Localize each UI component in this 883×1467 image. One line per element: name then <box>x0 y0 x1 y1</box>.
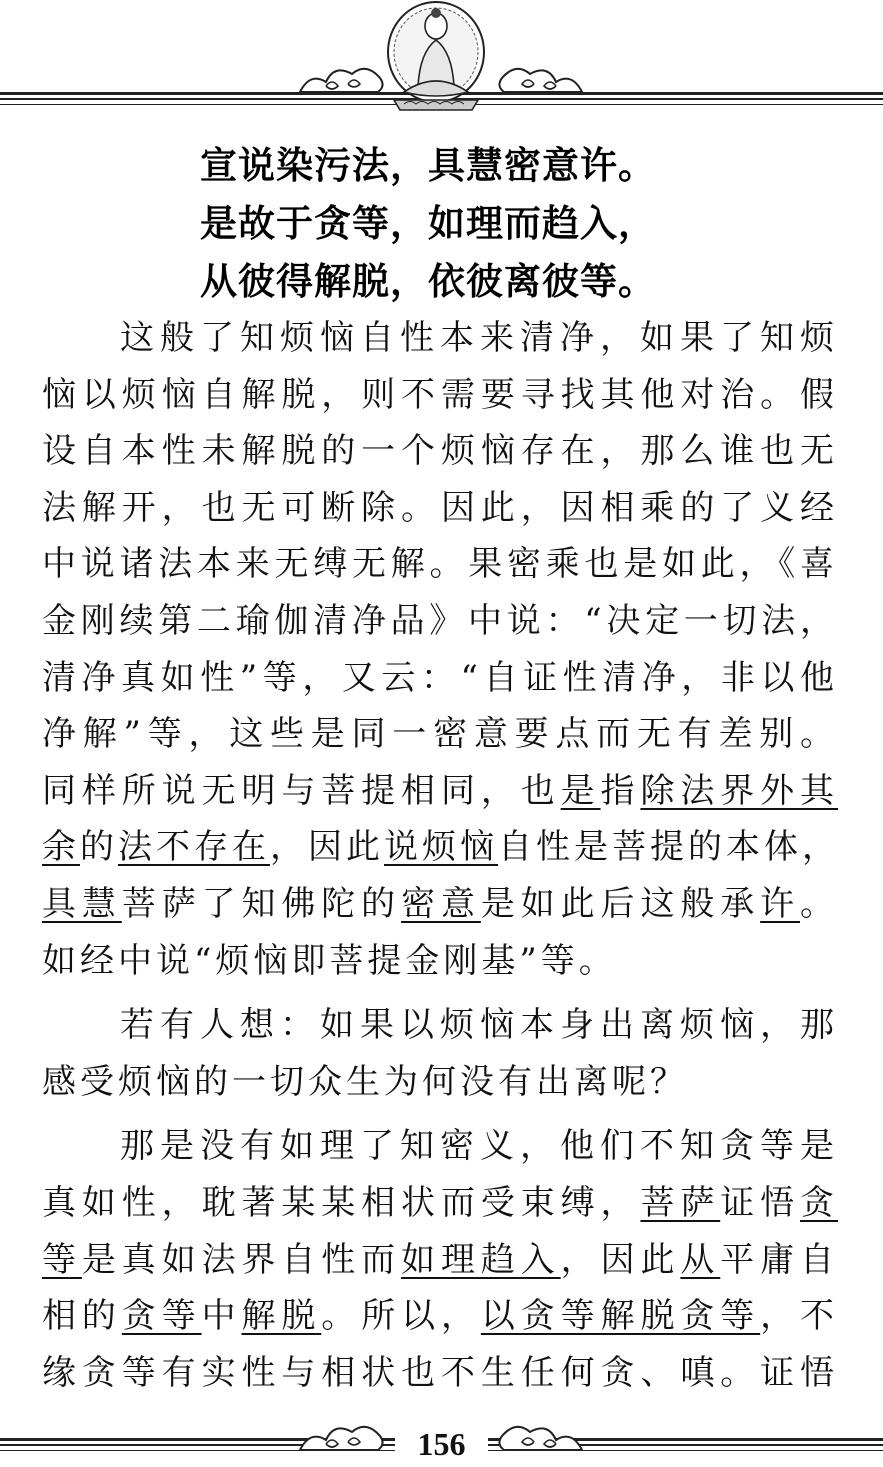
text-segment: 相的 <box>42 1296 122 1337</box>
underlined-phrase: 密意 <box>401 883 481 924</box>
text-segment: 指 <box>600 770 641 811</box>
text-segment: ，不 <box>760 1296 839 1337</box>
text-line: 感受烦恼的一切众生为何没有出离呢？ <box>42 1061 688 1102</box>
page-footer <box>0 1412 883 1467</box>
text-segment: 是如此后这般承 <box>480 883 761 924</box>
underlined-phrase: 解脱 <box>241 1296 322 1337</box>
text-segment: 菩萨了知佛陀的 <box>121 883 402 924</box>
text-line: 若有人想：如果以烦恼本身出离烦恼，那 <box>120 1005 838 1046</box>
verse-line: 宣说染污法，具慧密意许。 <box>200 143 656 187</box>
text-line <box>42 819 838 876</box>
cloud-ornament-icon <box>494 62 586 102</box>
text-segment: 证悟 <box>720 1182 801 1223</box>
text-line <box>42 1232 838 1289</box>
cloud-ornament-icon <box>296 62 388 102</box>
verse-line: 从彼得解脱，依彼离彼等。 <box>200 259 656 303</box>
underlined-phrase: 如理趋入 <box>401 1239 561 1280</box>
underlined-phrase: 贪等 <box>121 1296 202 1337</box>
text-line: 中说诸法本来无缚无解。果密乘也是如此，《喜 <box>42 544 838 585</box>
verse-block <box>200 136 840 310</box>
body-text <box>42 310 838 1401</box>
text-line: 这般了知烦恼自性本来清净，如果了知烦 <box>120 318 838 358</box>
underlined-phrase: 贪 <box>800 1182 839 1223</box>
page-header <box>0 0 883 118</box>
text-line: 那是没有如理了知密义，他们不知贪等是 <box>120 1126 838 1167</box>
text-line: 恼以烦恼自解脱，则不需要寻找其他对治。假 <box>42 374 838 415</box>
underlined-phrase: 说烦恼 <box>384 827 498 868</box>
underlined-phrase: 从 <box>680 1239 721 1280</box>
text-segment: 自性是菩提的本体， <box>498 827 840 868</box>
verse-line: 是故于贪等，如理而趋入， <box>200 201 656 245</box>
underlined-phrase: 具慧 <box>42 883 122 924</box>
text-segment: 平庸自 <box>720 1239 839 1280</box>
page-number: 156 <box>417 1426 466 1462</box>
text-line <box>42 1288 838 1345</box>
text-segment: 同样所说无明与菩提相同，也 <box>42 770 561 811</box>
text-segment: 真如性，耽著某某相状而受束缚， <box>42 1182 641 1223</box>
underlined-phrase: 法不存在 <box>118 827 270 868</box>
text-line <box>42 876 838 933</box>
text-line: 缘贪等有实性与相状也不生任何贪、嗔。证悟 <box>42 1352 838 1393</box>
text-line: 净解”等，这些是同一密意要点而无有差别。 <box>42 714 838 755</box>
text-segment: ，因此 <box>270 827 384 868</box>
buddha-emblem-icon <box>384 0 488 112</box>
text-line <box>42 1175 838 1232</box>
text-segment: 的 <box>80 827 118 868</box>
text-segment: 。 <box>800 883 839 924</box>
underlined-phrase: 除法界外其 <box>640 770 839 811</box>
underlined-phrase: 余 <box>42 827 80 868</box>
text-line: 设自本性未解脱的一个烦恼存在，那么谁也无 <box>42 431 838 472</box>
text-line: 法解开，也无可断除。因此，因相乘的了义经 <box>42 487 838 528</box>
text-segment: ，因此 <box>560 1239 681 1280</box>
text-line: 清净真如性”等，又云：“自证性清净，非以他 <box>42 657 838 698</box>
underlined-phrase: 菩萨 <box>640 1182 721 1223</box>
text-segment: 。所以， <box>321 1296 481 1337</box>
text-line <box>42 763 838 820</box>
underlined-phrase: 是 <box>560 770 601 811</box>
text-line: 如经中说“烦恼即菩提金刚基”等。 <box>42 940 617 981</box>
underlined-phrase: 以贪等解脱贪等 <box>480 1296 761 1337</box>
text-line: 金刚续第二瑜伽清净品》中说：“决定一切法， <box>42 600 838 641</box>
underlined-phrase: 许 <box>760 883 801 924</box>
text-segment: 是真如法界自性而 <box>81 1239 402 1280</box>
text-segment: 中 <box>201 1296 242 1337</box>
underlined-phrase: 等 <box>42 1239 82 1280</box>
